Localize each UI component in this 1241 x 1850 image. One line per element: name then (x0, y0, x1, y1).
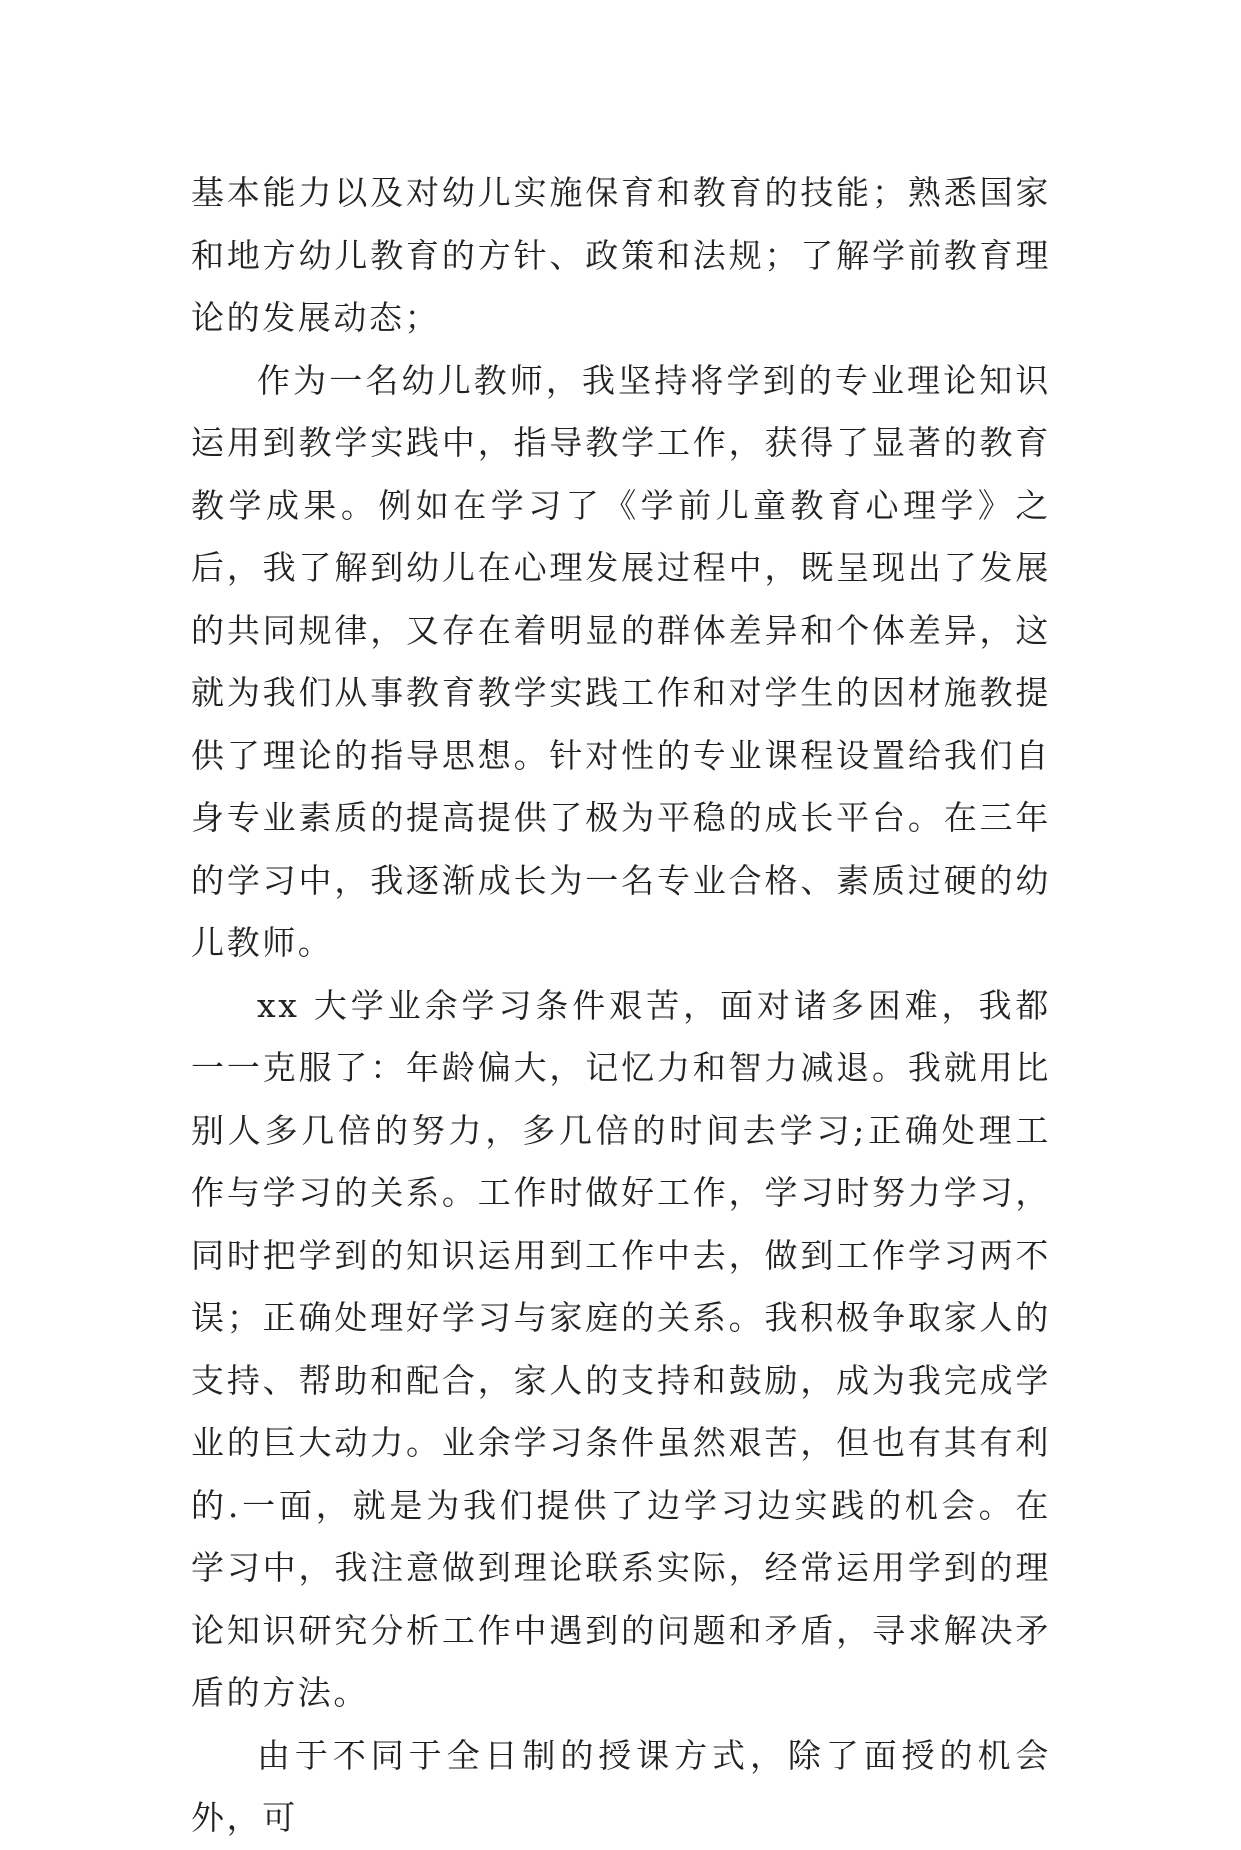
paragraph-teaching-method: 由于不同于全日制的授课方式，除了面授的机会外，可 (191, 1735, 1051, 1837)
document-body (191, 162, 1051, 1850)
paragraph-teaching-practice: 作为一名幼儿教师，我坚持将学到的专业理论知识运用到教学实践中，指导教学工作，获得了显著的教育教学成果。例如在学习了《学前儿童教育心理学》之后，我了解到幼儿在心理发展过程中，既呈现出了发展的共同规律，又存在着明显的群体差异和个体差异，这就为我们从事教育教学实践工作和对学生的因材施教提供了理论的指导思想。针对性的专业课程设置给我们自身专业素质的提高提供了极为平稳的成长平台。在三年的学习中，我逐渐成长为一名专业合格、素质过硬的幼儿教师。 (191, 360, 1051, 962)
paragraph-continuation: 基本能力以及对幼儿实施保育和教育的技能；熟悉国家和地方幼儿教育的方针、政策和法规；了解学前教育理论的发展动态； (191, 173, 1051, 337)
paragraph-study-conditions: xx 大学业余学习条件艰苦，面对诸多困难，我都一一克服了：年龄偏大，记忆力和智力减退。我就用比别人多几倍的努力，多几倍的时间去学习;正确处理工作与学习的关系。工作时做好工作，学习时努力学习，同时把学到的知识运用到工作中去，做到工作学习两不误；正确处理好学习与家庭的关系。我积极争取家人的支持、帮助和配合，家人的支持和鼓励，成为我完成学业的巨大动力。业余学习条件虽然艰苦，但也有其有利的.一面，就是为我们提供了边学习边实践的机会。在学习中，我注意做到理论联系实际，经常运用学到的理论知识研究分析工作中遇到的问题和矛盾，寻求解决矛盾的方法。 (191, 985, 1051, 1712)
